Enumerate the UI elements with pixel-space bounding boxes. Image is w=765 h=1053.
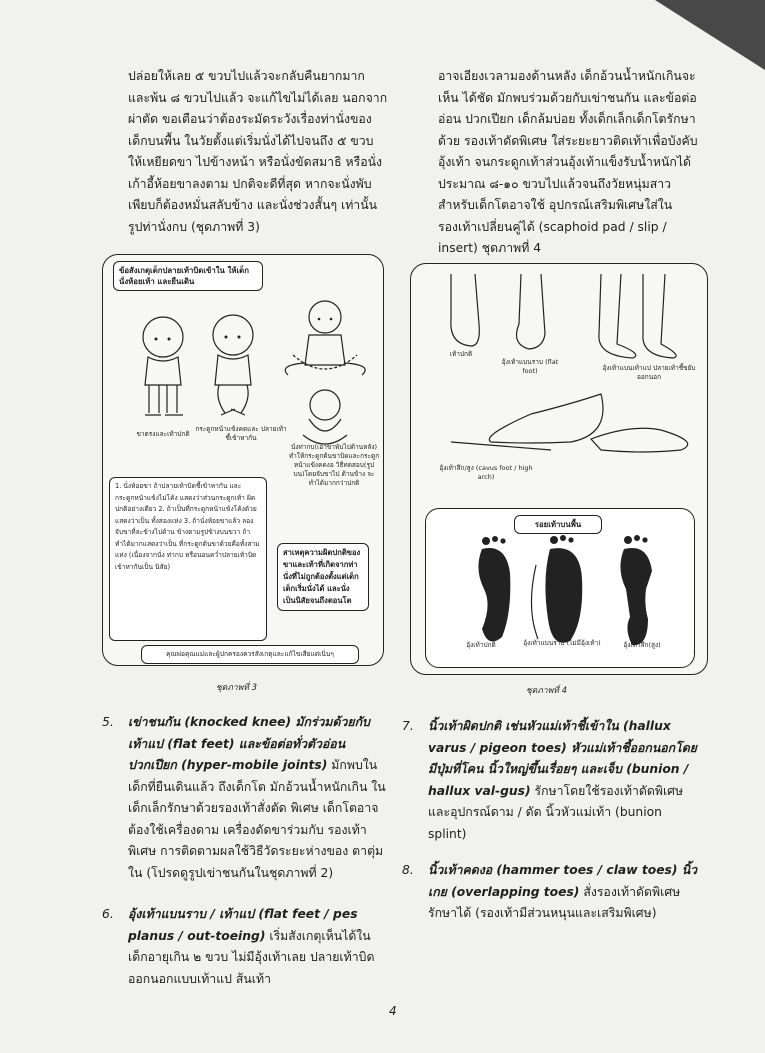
item-7: 7. นิ้วเท้าผิดปกติ เช่นหัวแม่เท้าชี้เข้าใน (hallux varus / pigeon toes) หัวแม่เท้าชี้ออกนอกโดยมีปุ่มที่โคน นิ้วใหญ่ขึ้นเรื่อยๆ และเจ็บ (bunion / hallux val-gus) รักษาโดยใช้รองเท้าดัดพิเศษ และอุปกรณ์ดาม / ดัด นิ้วหัวแม่เท้า (bunion splint) [402,719,697,841]
page-corner-shadow [655,0,765,70]
cause-box: สาเหตุความผิดปกติของ ขาและเท้าที่เกิดจากท่า นั่งที่ไม่ถูกต้องตั้งแต่เด็ก เด็กเริ่มนั่งได้ และนั่ง เป็นนิสัยจนถึงตอนโต [277,543,369,611]
footprint-title: รอยเท้าบนพื้น [514,515,602,534]
figure-4-caption: ชุดภาพที่ 4 [526,686,567,696]
figure-4-panel [410,263,708,675]
item-6: 6. อุ้งเท้าแบนราบ / เท้าแป (flat feet / pes planus / out-toeing) เริ่มสังเกตุเห็นได้ในเด็กอายุเกิน ๒ ขวบ ไม่มีอุ้งเท้าเลย ปลายเท้าบิดออกนอกแบบเท้าแป ส้นเท้า [102,907,375,986]
figure-3-panel [102,254,384,666]
label-w-sitting: นั่งท่ากบ(เอาขาพับไปด้านหลัง) ทำให้กระดูกต้นขาบิดและกระดูก หน้าแข้งคดงอ วิธีทดสอบ(รูปบน)โดยจับขาไป ด้านข้าง จะทำได้มากกว่าปกติ [288,443,380,487]
label-cavus-foot: อุ้งเท้าลึก/สูง (cavus foot / high arch) [439,464,533,481]
figure-3-caption: ชุดภาพที่ 3 [216,683,257,693]
item-5: 5. เข่าชนกัน (knocked knee) มักร่วมด้วยกับ เท้าแป (flat feet) และข้อต่อทั่วตัวอ่อนปวกเปียก (hyper-mobile joints) มักพบในเด็กที่ยืนเดินแล้ว ถึงเด็กโต มักอ้วนน้ำหนักเกิน ในเด็กเล็กรักษาด้วยรองเท้าสั่งตัด พิเศษ เด็กโตอาจต้องใช้เครื่องดาม เครื่องดัดขาร่วมกับ รองเท้าพิเศษ การติดตามผลใช้วิธีวัดระยะห่างของ ตาตุ่มใน (โปรดดูรูปเข่าชนกันในชุดภาพที่ 2) [102,715,386,880]
label-tibia-curved: กระดูกหน้าแข้งคดและ ปลายเท้าชี้เข้าหากัน [195,425,287,442]
fp-high-label: อุ้งเท้าลึก(สูง) [623,641,661,649]
fp-normal-label: อุ้งเท้าปกติ [466,641,496,649]
right-intro-paragraph: อาจเอียงเวลามองด้านหลัง เด็กอ้วนน้ำหนักเกินจะเห็น ได้ชัด มักพบร่วมด้วยกับเข่าชนกัน และข้อต่ออ่อน ปวกเปียก เด็กล้มบ่อย ทั้งเด็กเล็กเด็กโตรักษาด้วย รองเท้าดัดพิเศษ ใส่ระยะยาวติดเท้าเพื่อบังคับอุ้งเท้า จนกระดูกเท้าส่วนอุ้งเท้าแข็งรับน้ำหนักได้ ประมาณ ๘-๑๐ ขวบไปแล้วจนถึงวัยหนุ่มสาว สำหรับเด็กโตอาจใช้ อุปกรณ์เสริมพิเศษใส่ในรองเท้าเปลี่ยนคู่ได้ (scaphoid pad / slip / insert) ชุดภาพที่ 4 [438,69,698,255]
label-flat-foot: อุ้งเท้าแบนราบ (flat foot) [501,358,559,375]
fp-flat-label: อุ้งเท้าแบนราบ (ไม่มีอุ้งเท้า) [523,639,601,647]
item-8: 8. นิ้วเท้าคดงอ (hammer toes / claw toes) นิ้วเกย (overlapping toes) สั่งรองเท้าดัดพิเศษรักษาได้ (รองเท้ามีส่วนหนุนและเสริมพิเศษ) [402,863,698,920]
label-normal-legs: ขาตรงและเท้าปกติ [136,430,190,438]
label-flat-splayed: อุ้งเท้าแบนเท้าแป ปลายเท้าชี้ขยับออกนอก [602,364,696,381]
page-number: 4 [389,1004,397,1018]
footprint-box [425,508,695,668]
parents-note-box: คุณพ่อคุณแม่และผู้ปกครองควรสังเกตุและแก้ไขเสียแต่เนิ่นๆ [141,645,359,664]
label-normal-foot: เท้าปกติ [449,350,473,358]
figure-3-header: ข้อสังเกตุเด็กปลายเท้าบิดเข้าใน ให้เด็กนั่งห้อยเท้า และยืนเดิน [113,261,263,291]
left-intro-paragraph: ปล่อยให้เลย ๕ ขวบไปแล้วจะกลับคืนยากมาก และพ้น ๘ ขวบไปแล้ว จะแก้ไขไม่ได้เลย นอกจากผ่าตัด ขอเตือนว่าต้องระมัดระวังเรื่องท่านั่งของเด็กบนพื้น ในวัยตั้งแต่เริ่มนั่งได้ไปจนถึง ๕ ขวบ ให้เหยียดขา ไปข้างหน้า หรือนั่งขัดสมาธิ หรือนั่งเก้าอี้ห้อยขาลงตาม ปกติจะดีที่สุด หากจะนั่งพับเพียบก็ต้องหมั่นสลับข้าง และนั่งช่วงสั้นๆ เท่านั้น รูปท่านั่งกบ (ชุดภาพที่ 3) [128,69,388,234]
notes-box: 1. นั่งห้อยขา ถ้าปลายเท้าบิดชี้เข้าหากัน และ กระดูกหน้าแข้งไม่โค้ง แสดงว่าส่วนกระดูกเท้า ผิดปกติอย่างเดียว 2. ถ้าเป็นที่กระดูกหน้าแข้งโค้งด้วยแสดงว่าเป็น ทั้งสองแห่ง 3. ถ้านั่งห้อยขาแล้ว ลองจับขาที่ละข้างไปด้าน ข้างตามรูปข้างบนขวา ถ้าทำได้มากแสดงว่าเป็น ที่กระดูกต้นขาด้วยคือทั้งสามแห่ง (เนื่องจากนั่ง ท่ากบ หรือนอนคว่ำปลายเท้าบิดเข้าหากันเป็น นิสัย) [109,477,267,641]
